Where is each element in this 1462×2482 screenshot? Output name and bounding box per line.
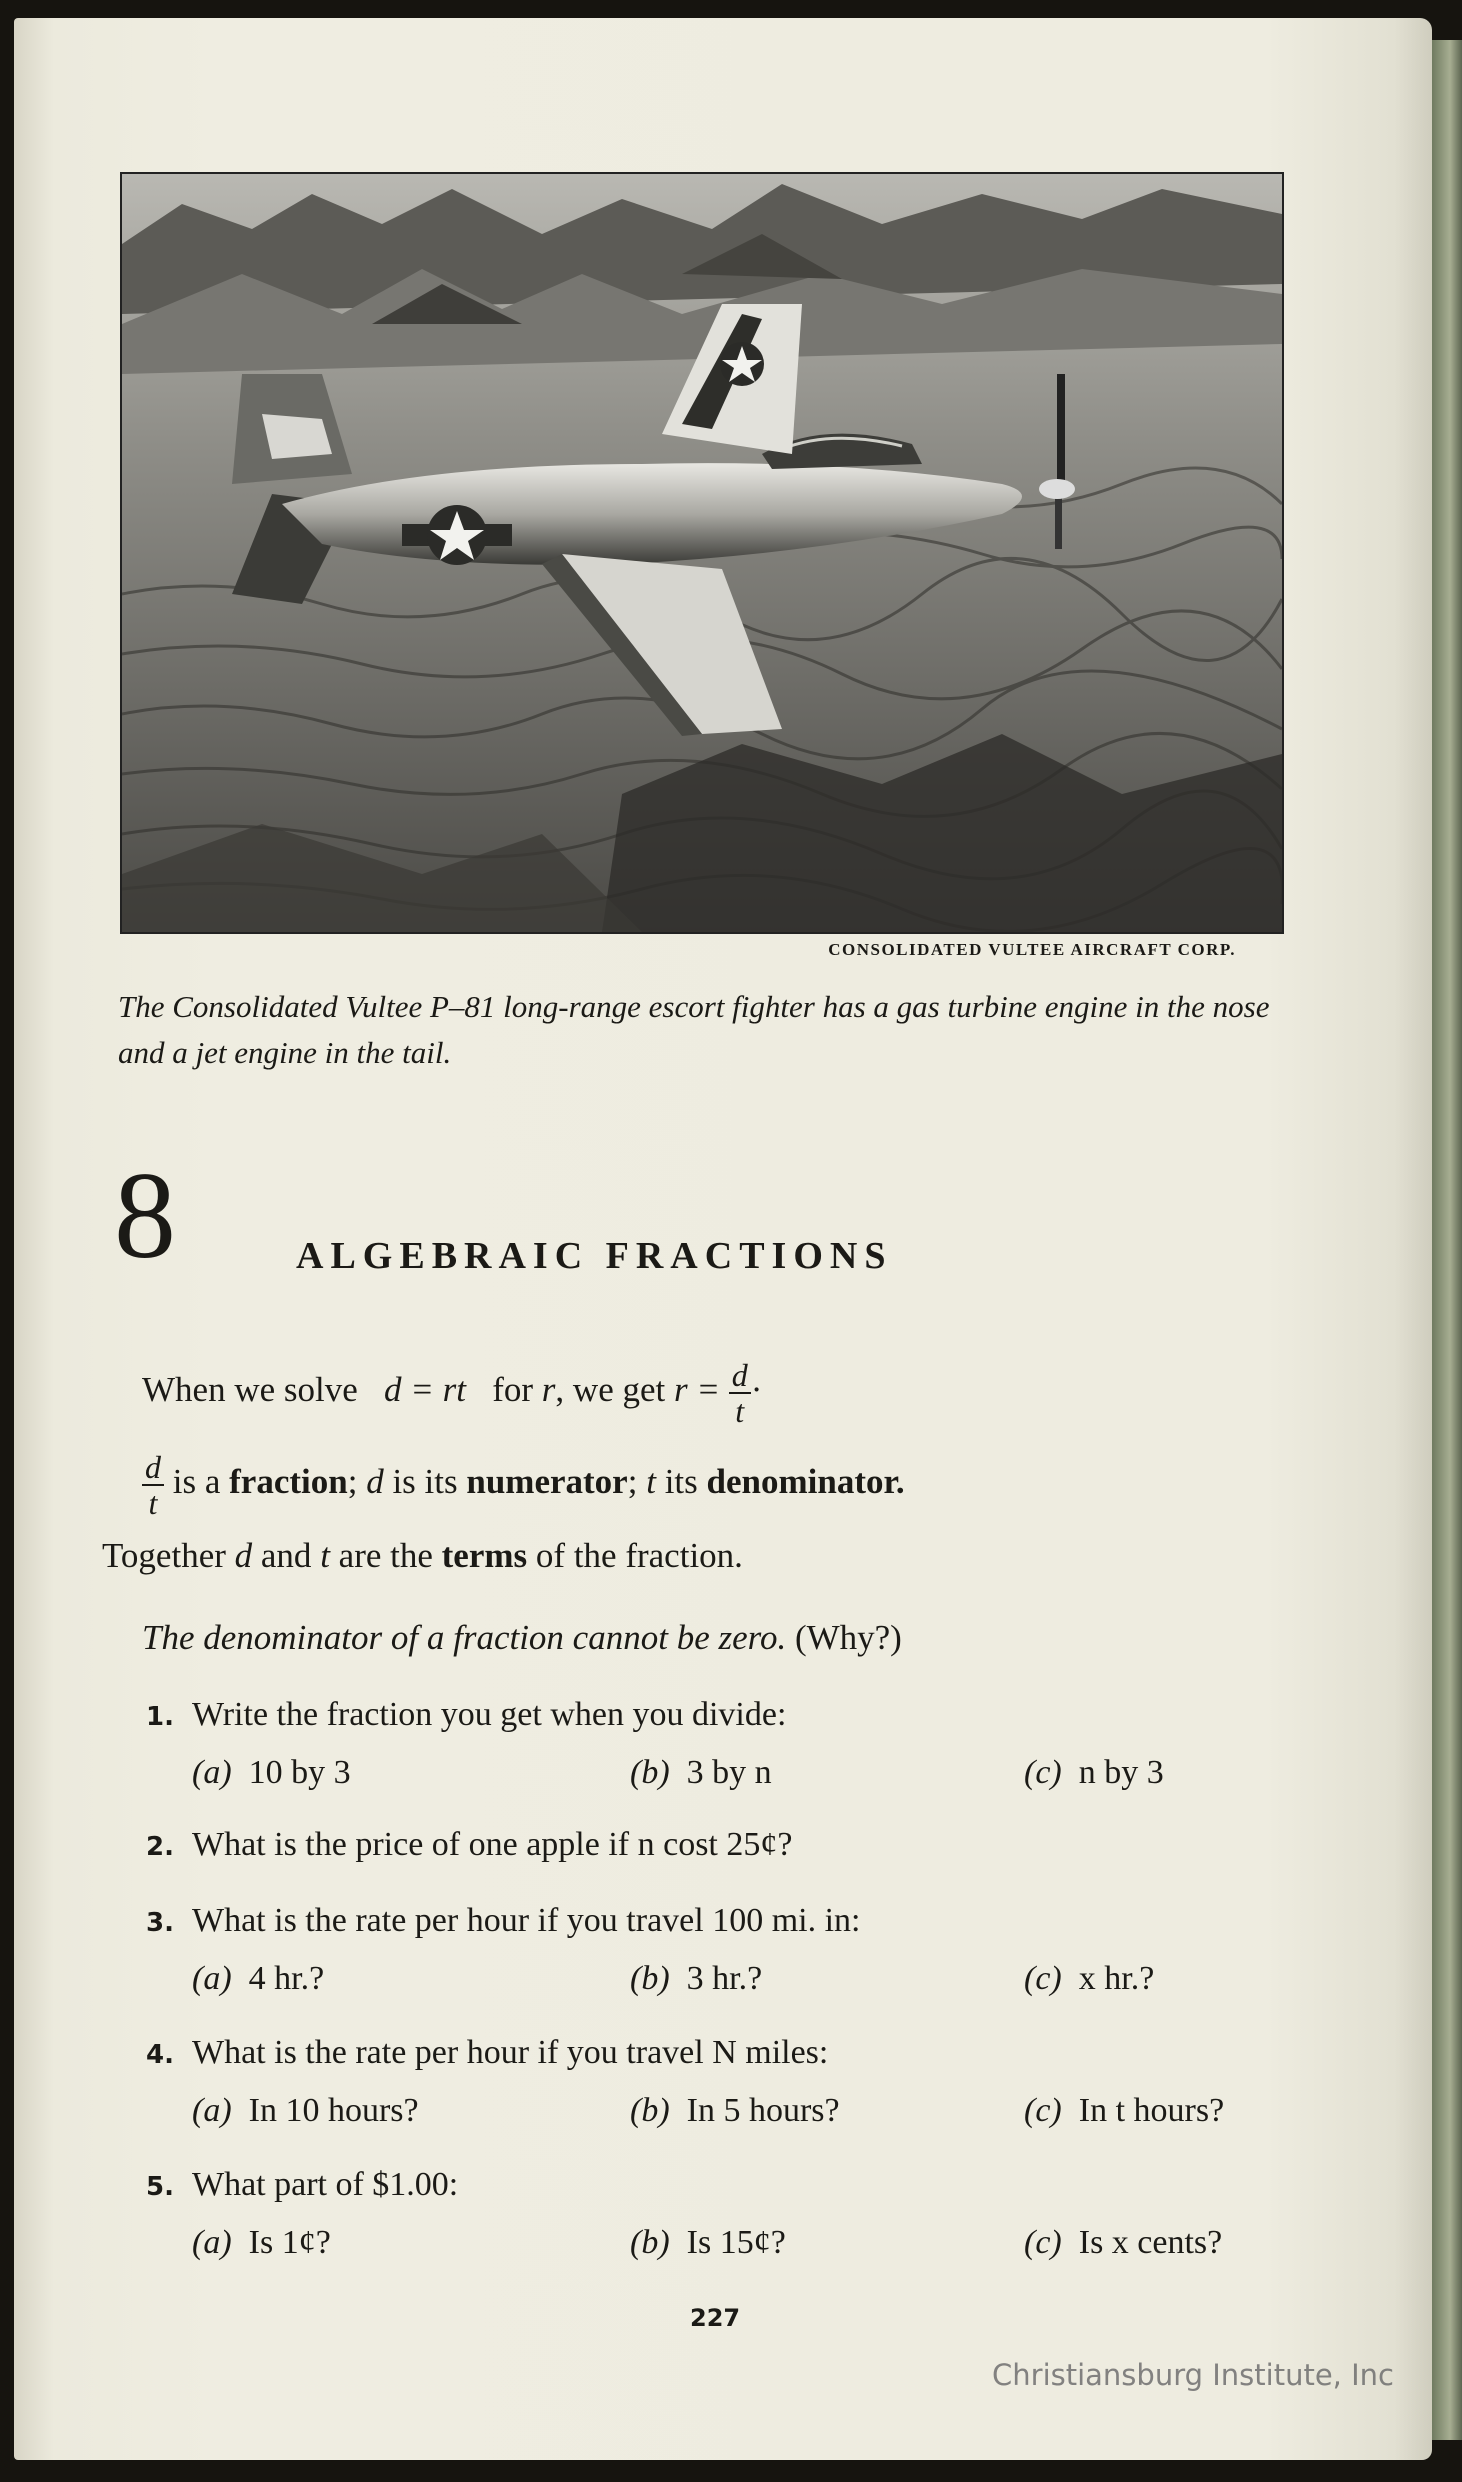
option-text: In 10 hours? [248,2092,419,2129]
option-letter: (c) [1024,1960,1062,1997]
term-denominator: denominator. [706,1462,905,1502]
option-text: n by 3 [1078,1754,1164,1791]
option-letter: (b) [630,2224,670,2261]
question-option [192,1960,324,1998]
option-letter: (b) [630,1754,670,1791]
question-text: Write the fraction you get when you divide: [192,1696,787,1733]
question-option [192,1754,351,1792]
question-number: 1. [146,1702,174,1732]
question-option [192,2092,419,2130]
option-text: Is 15¢? [686,2224,786,2261]
variable-t: t [320,1536,330,1575]
watermark: Christiansburg Institute, Inc [992,2358,1394,2392]
fraction-d-over-t [729,1358,751,1428]
variable-t: t [646,1462,656,1502]
option-letter: (a) [192,1754,232,1791]
option-letter: (a) [192,2092,232,2129]
intro-line-4 [142,1618,902,1658]
option-text: 3 hr.? [686,1960,763,1997]
intro-text: Together [102,1536,226,1575]
question-number: 5. [146,2172,174,2202]
intro-text: is a [172,1462,221,1502]
option-letter: (c) [1024,1754,1062,1791]
intro-text: is its [392,1462,458,1502]
rule-statement: The denominator of a fraction cannot be zero. [142,1618,787,1657]
question-text: What is the rate per hour if you travel N miles: [192,2034,829,2071]
question-text: What is the price of one apple if n cost 25¢? [192,1826,793,1863]
option-text: In 5 hours? [686,2092,840,2129]
question-number: 4. [146,2040,174,2070]
question-option [1024,2224,1222,2262]
intro-text: , we get [555,1370,666,1410]
intro-text: and [260,1536,312,1575]
option-letter: (a) [192,1960,232,1997]
why-prompt: (Why?) [794,1618,902,1657]
option-letter: (c) [1024,2224,1062,2261]
question-option [630,1960,762,1998]
intro-text: its [664,1462,698,1502]
photo-credit: CONSOLIDATED VULTEE AIRCRAFT CORP. [828,940,1236,959]
option-letter: (c) [1024,2092,1062,2129]
photo-caption: The Consolidated Vultee P–81 long-range escort fighter has a gas turbine engine in the nose and a jet engine in the tail. [118,989,1270,1070]
question-option [1024,1960,1154,1998]
punctuation: ; [627,1462,647,1502]
question-option [192,2224,331,2262]
book-spine [1432,40,1462,2440]
option-text: In t hours? [1078,2092,1225,2129]
question-number: 3. [146,1908,174,1938]
question-option [1024,2092,1224,2130]
option-text: Is 1¢? [248,2224,331,2261]
intro-line-3 [102,1536,743,1576]
fraction-denominator: t [735,1393,745,1429]
option-text: Is x cents? [1078,2224,1223,2261]
chapter-title: ALGEBRAIC FRACTIONS [296,1235,893,1277]
option-text: 10 by 3 [248,1754,351,1791]
option-letter: (b) [630,2092,670,2129]
fraction-d-over-t [142,1450,164,1520]
question-number: 2. [146,1832,174,1862]
aircraft-image [122,174,1282,932]
equation: r = [674,1370,720,1410]
option-letter: (a) [192,2224,232,2261]
term-terms: terms [441,1536,528,1575]
term-numerator: numerator [466,1462,628,1502]
question-option [630,1754,772,1792]
intro-text: of the fraction. [535,1536,743,1575]
intro-text: are the [338,1536,433,1575]
punctuation: ; [347,1462,367,1502]
option-text: 4 hr.? [248,1960,325,1997]
fraction-denominator: t [148,1485,158,1521]
option-text: x hr.? [1078,1960,1155,1997]
variable-d: d [234,1536,253,1575]
fraction-numerator: d [142,1450,164,1486]
question-option [1024,1754,1164,1792]
intro-text: When we solve [142,1370,358,1410]
question-text: What part of $1.00: [192,2166,459,2203]
intro-line-1: When we solve d = rt for r, we get r = $\frac{d}{t}$ · [142,1357,763,1429]
variable-r: r [541,1370,556,1410]
chapter-number: 8 [114,1147,176,1284]
option-letter: (b) [630,1960,670,1997]
term-fraction: fraction [229,1462,348,1502]
book-page [14,18,1432,2460]
variable-d: d [366,1462,384,1502]
page-number: 227 [690,2304,741,2332]
question-option [630,2224,786,2262]
fraction-numerator: d [729,1358,751,1394]
aircraft-photo [120,172,1284,934]
equation: d = rt [384,1370,466,1410]
intro-line-2 [142,1450,905,1520]
option-text: 3 by n [686,1754,772,1791]
intro-text: for [492,1370,534,1410]
question-text: What is the rate per hour if you travel 100 mi. in: [192,1902,861,1939]
question-option [630,2092,840,2130]
